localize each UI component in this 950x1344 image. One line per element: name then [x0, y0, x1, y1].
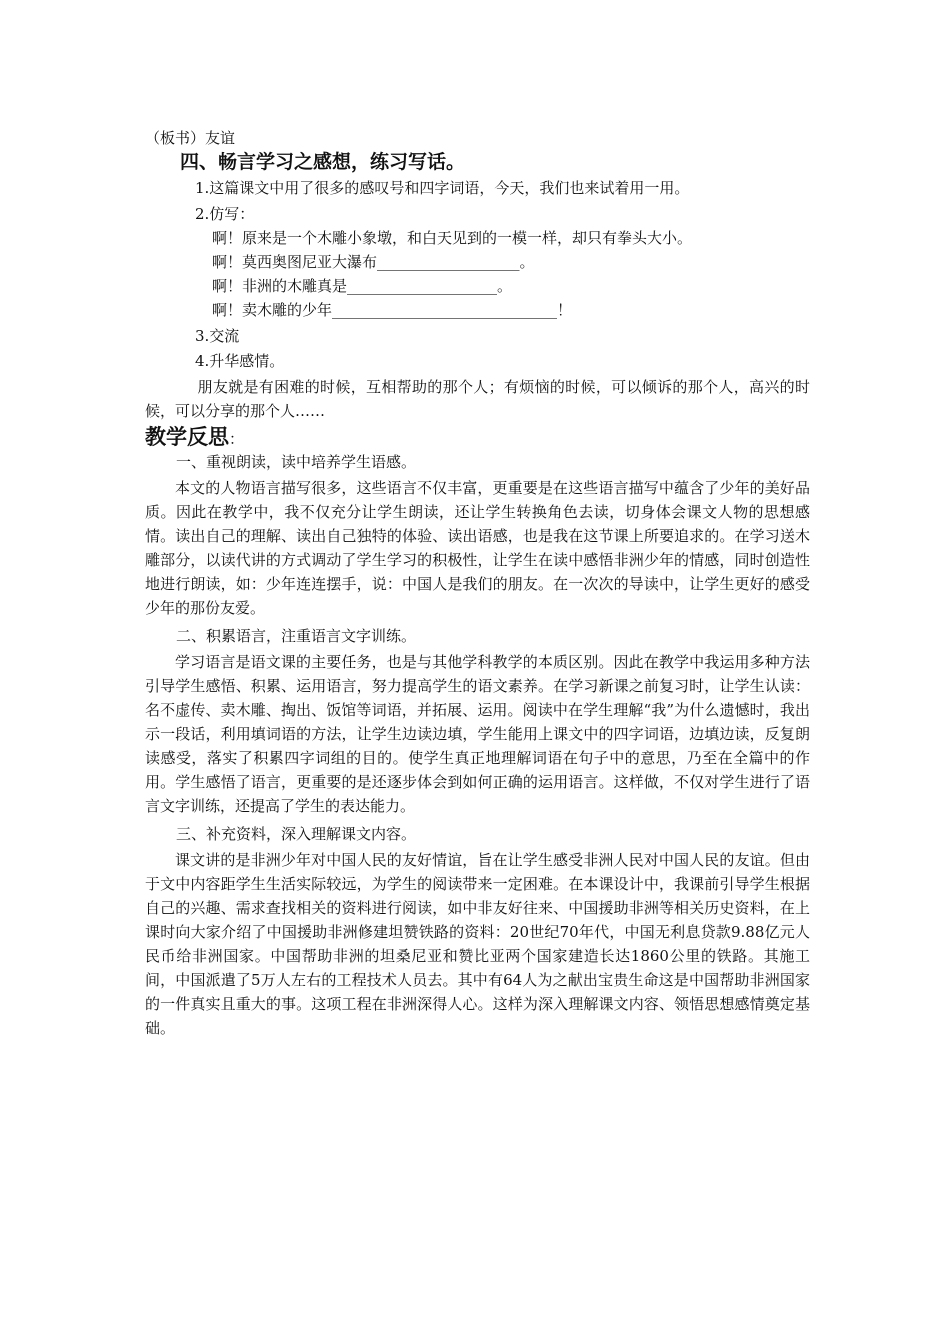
reflection-point-3-body: 课文讲的是非洲少年对中国人民的友好情谊，旨在让学生感受非洲人民对中国人民的友谊。但由于文中内容距学生生活实际较远，为学生的阅读带来一定困难。在本课设计中，我课前引导学生根据自己的兴趣、需求查找相关的资料进行阅读，如中非友好往来、中国援助非洲等相关历史资料，在上课时向大家介绍了中国援助非洲修建坦赞铁路的资料：20世纪70年代，中国无利息贷款9.88亿元人民币给非洲国家。中国帮助非洲的坦桑尼亚和赞比亚两个国家建造长达1860公里的铁路。其施工间，中国派遣了5万人左右的工程技术人员去。其中有64人为之献出宝贵生命这是中国帮助非洲国家的一件真实且重大的事。这项工程在非洲深得人心。这样为深入理解课文内容、领悟思想感情奠定基础。	[145, 851, 810, 1037]
imitation-example: 啊！原来是一个木雕小象墩，和白天见到的一模一样，却只有拳头大小。	[212, 229, 693, 247]
exercise-item-3: 3.交流	[195, 327, 240, 345]
reflection-point-1-body: 本文的人物语言描写很多，这些语言不仅丰富，更重要是在这些语言描写中蕴含了少年的美好品质。因此在教学中，我不仅充分让学生朗读，还让学生转换角色去读，切身体会课文人物的思想感情。读出自己的理解、读出自己独特的体验、读出语感，也是我在这节课上所要追求的。在学习送木雕部分，以读代讲的方式调动了学生学习的积极性，让学生在读中感悟非洲少年的情感，同时创造性地进行朗读，如：少年连连摆手，说：中国人是我们的朋友。在一次次的导读中，让学生更好的感受少年的那份友爱。	[145, 479, 810, 617]
friendship-summary: 朋友就是有困难的时候，互相帮助的那个人；有烦恼的时候，可以倾诉的那个人，高兴的时候，可以分享的那个人……	[145, 378, 810, 420]
reflection-point-3-heading: 三、补充资料，深入理解课文内容。	[176, 825, 417, 843]
board-note: （板书）友谊	[145, 129, 236, 147]
imitation-blank-boy: 啊！卖木雕的少年______________________________！	[212, 301, 573, 319]
exercise-item-4: 4.升华感情。	[195, 352, 285, 370]
reflection-point-1-heading: 一、重视朗读，读中培养学生语感。	[176, 453, 417, 471]
exercise-item-1: 1.这篇课文中用了很多的感叹号和四字词语，今天，我们也来试着用一用。	[195, 179, 690, 197]
imitation-blank-woodcarving: 啊！非洲的木雕真是____________________。	[212, 277, 513, 295]
reflection-point-2-heading: 二、积累语言，注重语言文字训练。	[176, 627, 417, 645]
section-four-heading: 四、畅言学习之感想，练习写话。	[180, 151, 466, 173]
exercise-item-2: 2.仿写：	[195, 205, 255, 223]
imitation-blank-waterfall: 啊！莫西奥图尼亚大瀑布___________________。	[212, 253, 535, 271]
reflection-heading: 教学反思：	[145, 424, 245, 449]
reflection-point-2-body: 学习语言是语文课的主要任务，也是与其他学科教学的本质区别。因此在教学中我运用多种方法引导学生感悟、积累、运用语言，努力提高学生的语文素养。在学习新课之前复习时，让学生认读：名不虚传、卖木雕、掏出、饭馆等词语，并拓展、运用。阅读中在学生理解“我”为什么遗憾时，我出示一段话，利用填词语的方法，让学生边读边填，学生能用上课文中的四字词语，边填边读，反复朗读感受，落实了积累四字词组的目的。使学生真正地理解词语在句子中的意思，乃至在全篇中的作用。学生感悟了语言，更重要的是还逐步体会到如何正确的运用语言。这样做，不仅对学生进行了语言文字训练，还提高了学生的表达能力。	[145, 653, 810, 815]
